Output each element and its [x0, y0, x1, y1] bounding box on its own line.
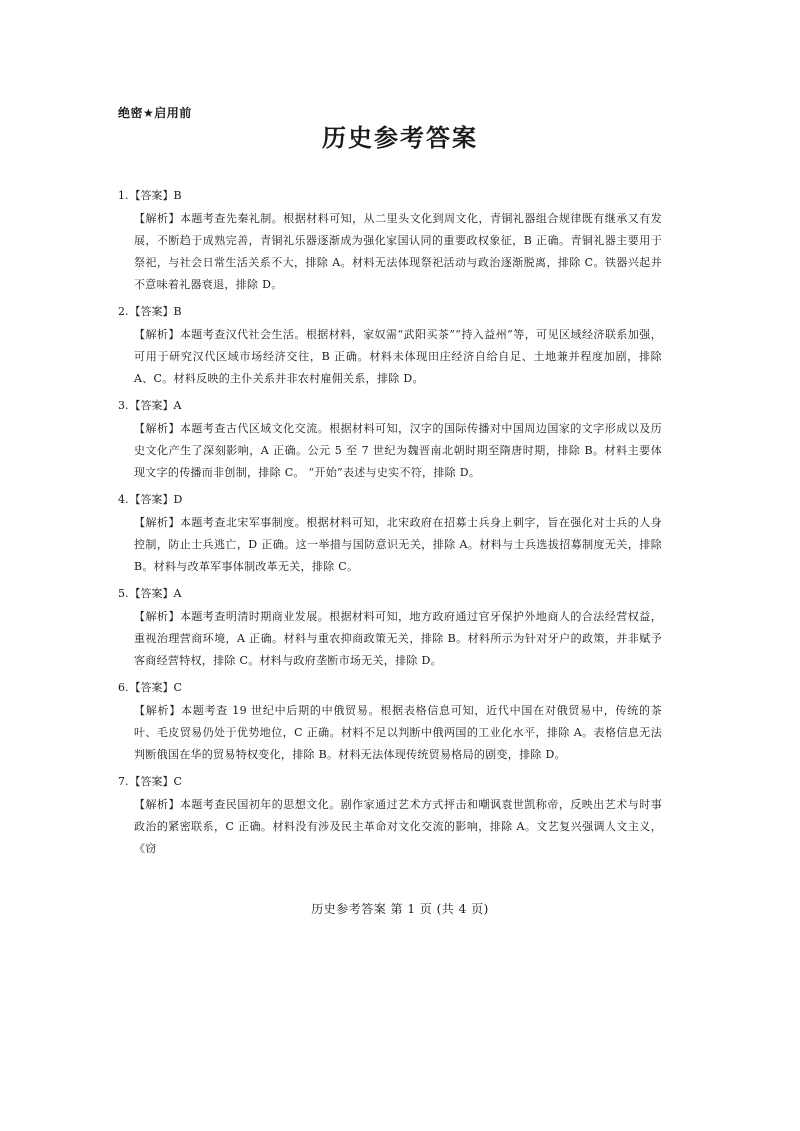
answer-label: 【答案】 [129, 305, 174, 318]
question-6 [118, 678, 662, 766]
page-title: 历史参考答案 [322, 124, 478, 152]
explanation [118, 512, 662, 578]
answer-line [118, 186, 662, 206]
answer-choice: C [173, 681, 182, 694]
question-number: 7. [118, 775, 129, 788]
question-number: 3. [118, 399, 129, 412]
question-number: 1. [118, 189, 129, 202]
explanation [118, 208, 662, 296]
explanation-label: 【解析】 [134, 704, 182, 717]
explanation-text: 本题考查民国初年的思想文化。剧作家通过艺术方式抨击和嘲讽袁世凯称帝，反映出艺术与时事政治的紧密联系，C 正确。材料没有涉及民主革命对文化交流的影响，排除 A。文艺复兴强调人文主义， 《窃 [134, 798, 662, 855]
explanation [118, 418, 662, 484]
explanation-label: 【解析】 [134, 610, 180, 623]
explanation [118, 794, 662, 860]
explanation-text: 本题考查先秦礼制。根据材料可知，从二里头文化到周文化，青铜礼器组合规律既有继承又有发展，不断趋于成熟完善，青铜礼乐器逐渐成为强化家国认同的重要政权象征，B 正确。青铜礼器主要用于祭祀，与社会日常生活关系不大，排除 A。材料无法体现祭祀活动与政治逐渐脱离，排除 C。铁器兴起并不意味着礼器衰退，排除 D。 [134, 212, 662, 291]
answer-choice: B [173, 305, 182, 318]
question-7 [118, 772, 662, 860]
explanation-label: 【解析】 [134, 328, 180, 341]
explanation-label: 【解析】 [134, 422, 180, 435]
explanation [118, 606, 662, 672]
answer-choice: A [173, 399, 182, 412]
answer-line [118, 302, 662, 322]
explanation-text: 本题考查明清时期商业发展。根据材料可知，地方政府通过官牙保护外地商人的合法经营权益，重视治理营商环境，A 正确。材料与重农抑商政策无关，排除 B。材料所示为针对牙户的政策，并非赋予客商经营特权，排除 C。材料与政府垄断市场无关，排除 D。 [134, 610, 662, 667]
question-list [118, 186, 662, 866]
question-number: 6. [118, 681, 129, 694]
answer-line [118, 678, 662, 698]
question-number: 2. [118, 305, 129, 318]
explanation-label: 【解析】 [134, 798, 180, 811]
answer-line [118, 772, 662, 792]
explanation-label: 【解析】 [134, 516, 180, 529]
answer-line [118, 584, 662, 604]
answer-line [118, 396, 662, 416]
explanation-text: 本题考查汉代社会生活。根据材料，家奴需“武阳买茶”“持入益州”等，可见区域经济联系加强，可用于研究汉代区域市场经济交往，B 正确。材料未体现田庄经济自给自足、土地兼并程度加剧，排除 A、C。材料反映的主仆关系并非农村雇佣关系，排除 D。 [134, 328, 662, 385]
explanation [118, 700, 662, 766]
question-number: 4. [118, 493, 129, 506]
answer-choice: D [173, 493, 183, 506]
answer-label: 【答案】 [129, 399, 174, 412]
explanation [118, 324, 662, 390]
answer-label: 【答案】 [129, 775, 174, 788]
explanation-label: 【解析】 [134, 212, 180, 225]
answer-label: 【答案】 [129, 681, 174, 694]
explanation-text: 本题考查 19 世纪中后期的中俄贸易。根据表格信息可知，近代中国在对俄贸易中，传统的茶叶、毛皮贸易仍处于优势地位，C 正确。材料不足以判断中俄两国的工业化水平，排除 A。表格信息无法判断俄国在华的贸易特权变化，排除 B。材料无法体现传统贸易格局的剧变，排除 D。 [134, 704, 662, 761]
page-footer: 历史参考答案 第 1 页 (共 4 页) [311, 902, 489, 916]
question-number: 5. [118, 587, 129, 600]
question-4 [118, 490, 662, 578]
answer-choice: A [173, 587, 182, 600]
explanation-text: 本题考查北宋军事制度。根据材料可知，北宋政府在招募士兵身上刺字，旨在强化对士兵的人身控制，防止士兵逃亡，D 正确。这一举措与国防意识无关，排除 A。材料与士兵选拔招募制度无关，排除 B。材料与改革军事体制改革无关，排除 C。 [134, 516, 662, 573]
answer-label: 【答案】 [129, 587, 174, 600]
answer-label: 【答案】 [129, 493, 174, 506]
question-1 [118, 186, 662, 296]
explanation-text: 本题考查古代区域文化交流。根据材料可知，汉字的国际传播对中国周边国家的文字形成以及历史文化产生了深刻影响，A 正确。公元 5 至 7 世纪为魏晋南北朝时期至隋唐时期，排除 B。材料主要体现文字的传播而非创制，排除 C。 “开始”表述与史实不符，排除 D。 [134, 422, 662, 479]
question-2 [118, 302, 662, 390]
answer-label: 【答案】 [129, 189, 174, 202]
question-3 [118, 396, 662, 484]
answer-line [118, 490, 662, 510]
confidential-label: 绝密★启用前 [118, 106, 192, 120]
answer-choice: C [173, 775, 182, 788]
answer-choice: B [173, 189, 182, 202]
question-5 [118, 584, 662, 672]
